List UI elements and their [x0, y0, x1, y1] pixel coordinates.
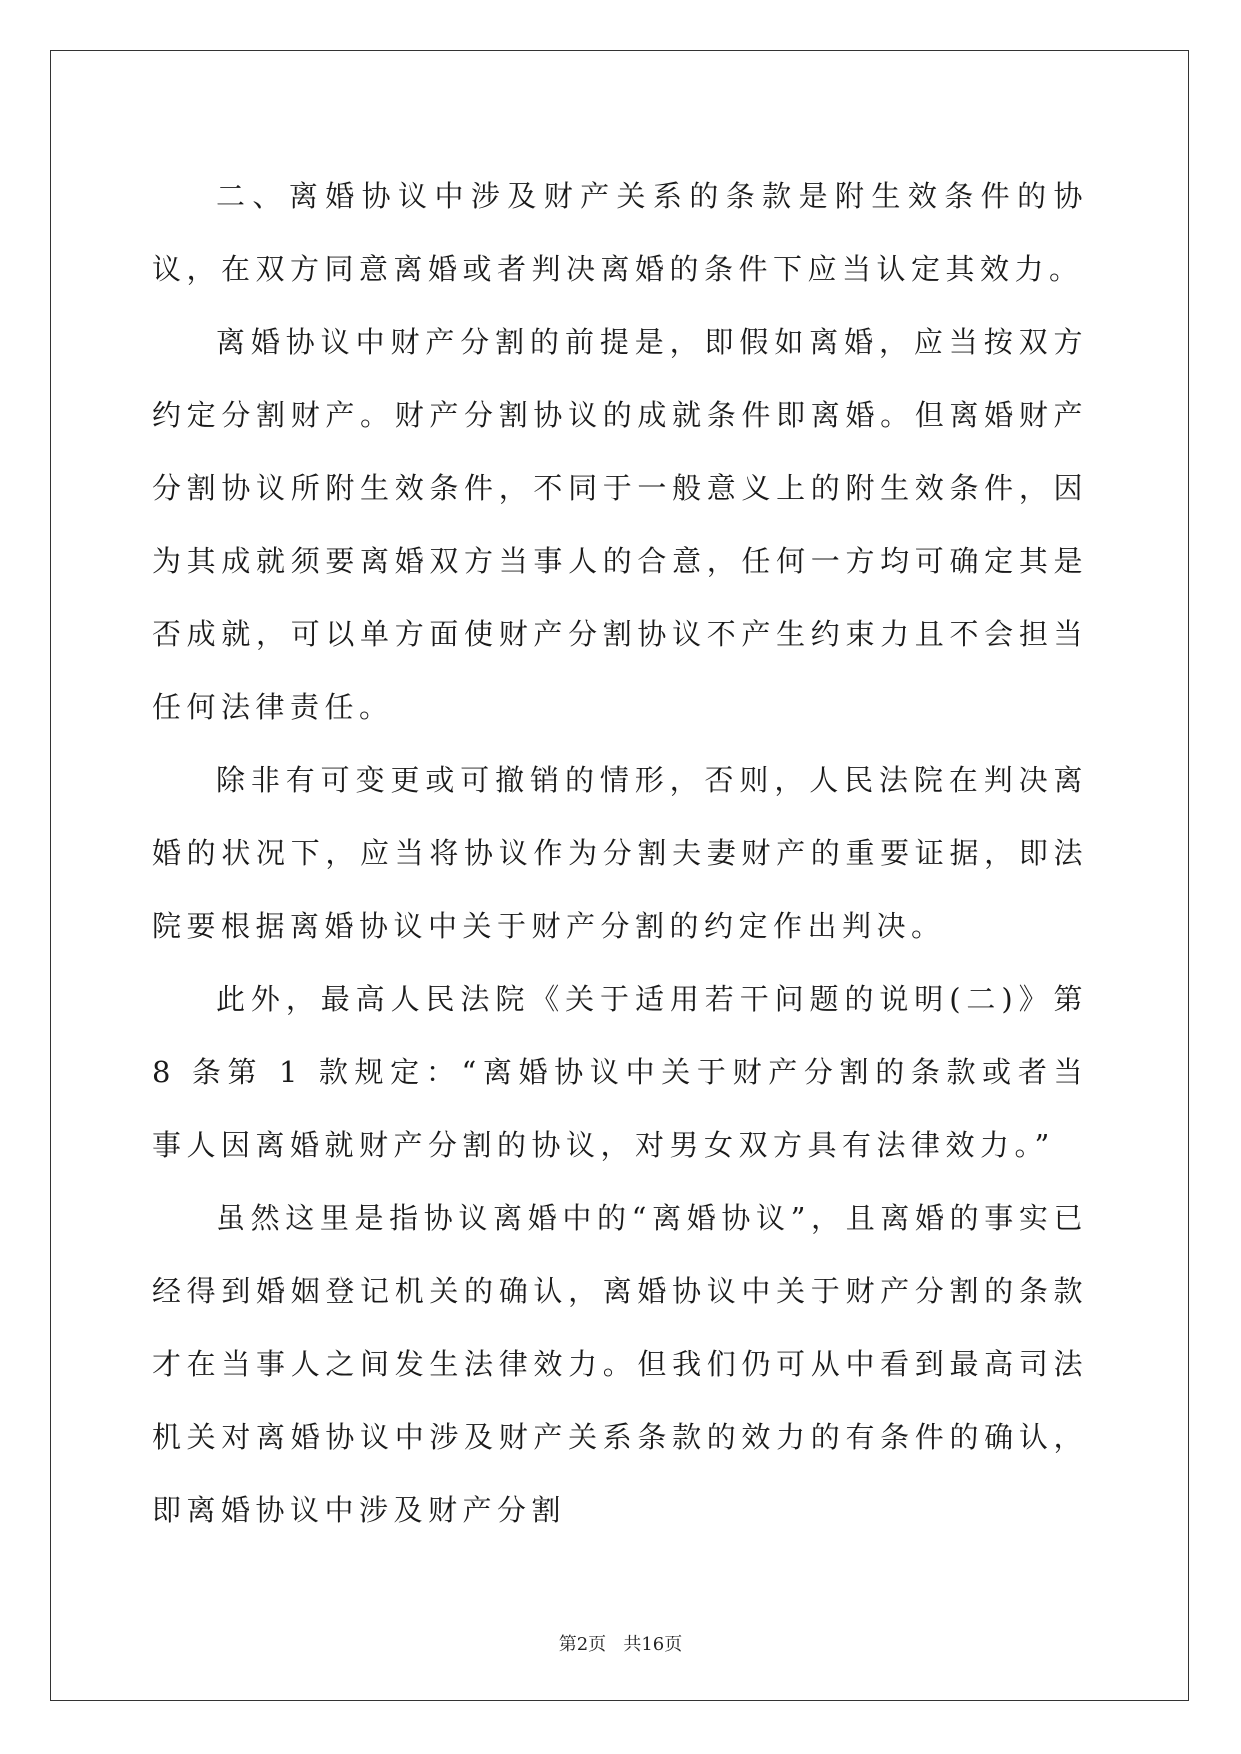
paragraph-3: 除非有可变更或可撤销的情形，否则，人民法院在判决离婚的状况下，应当将协议作为分割夫妻财产的重要证据，即法院要根据离婚协议中关于财产分割的约定作出判决。: [152, 763, 1088, 943]
paragraph-1: 二、离婚协议中涉及财产关系的条款是附生效条件的协议，在双方同意离婚或者判决离婚的条件下应当认定其效力。: [152, 179, 1088, 286]
page-footer: [0, 1630, 1241, 1656]
page-number: 第2页: [558, 1634, 607, 1655]
paragraph-4: 此外，最高人民法院《关于适用若干问题的说明(二)》第 8 条第 1 款规定：“离婚协议中关于财产分割的条款或者当事人因离婚就财产分割的协议，对男女双方具有法律效力。”: [152, 982, 1088, 1162]
document-body: [152, 160, 1088, 1547]
page-total: 共16页: [623, 1634, 683, 1655]
paragraph-5: 虽然这里是指协议离婚中的“离婚协议”，且离婚的事实已经得到婚姻登记机关的确认，离婚协议中关于财产分割的条款才在当事人之间发生法律效力。但我们仍可从中看到最高司法机关对离婚协议中涉及财产关系条款的效力的有条件的确认，即离婚协议中涉及财产分割: [152, 1201, 1088, 1527]
paragraph-2: 离婚协议中财产分割的前提是，即假如离婚，应当按双方约定分割财产。财产分割协议的成就条件即离婚。但离婚财产分割协议所附生效条件，不同于一般意义上的附生效条件，因为其成就须要离婚双方当事人的合意，任何一方均可确定其是否成就，可以单方面使财产分割协议不产生约束力且不会担当任何法律责任。: [152, 325, 1088, 724]
footer-spacer: [606, 1634, 623, 1655]
